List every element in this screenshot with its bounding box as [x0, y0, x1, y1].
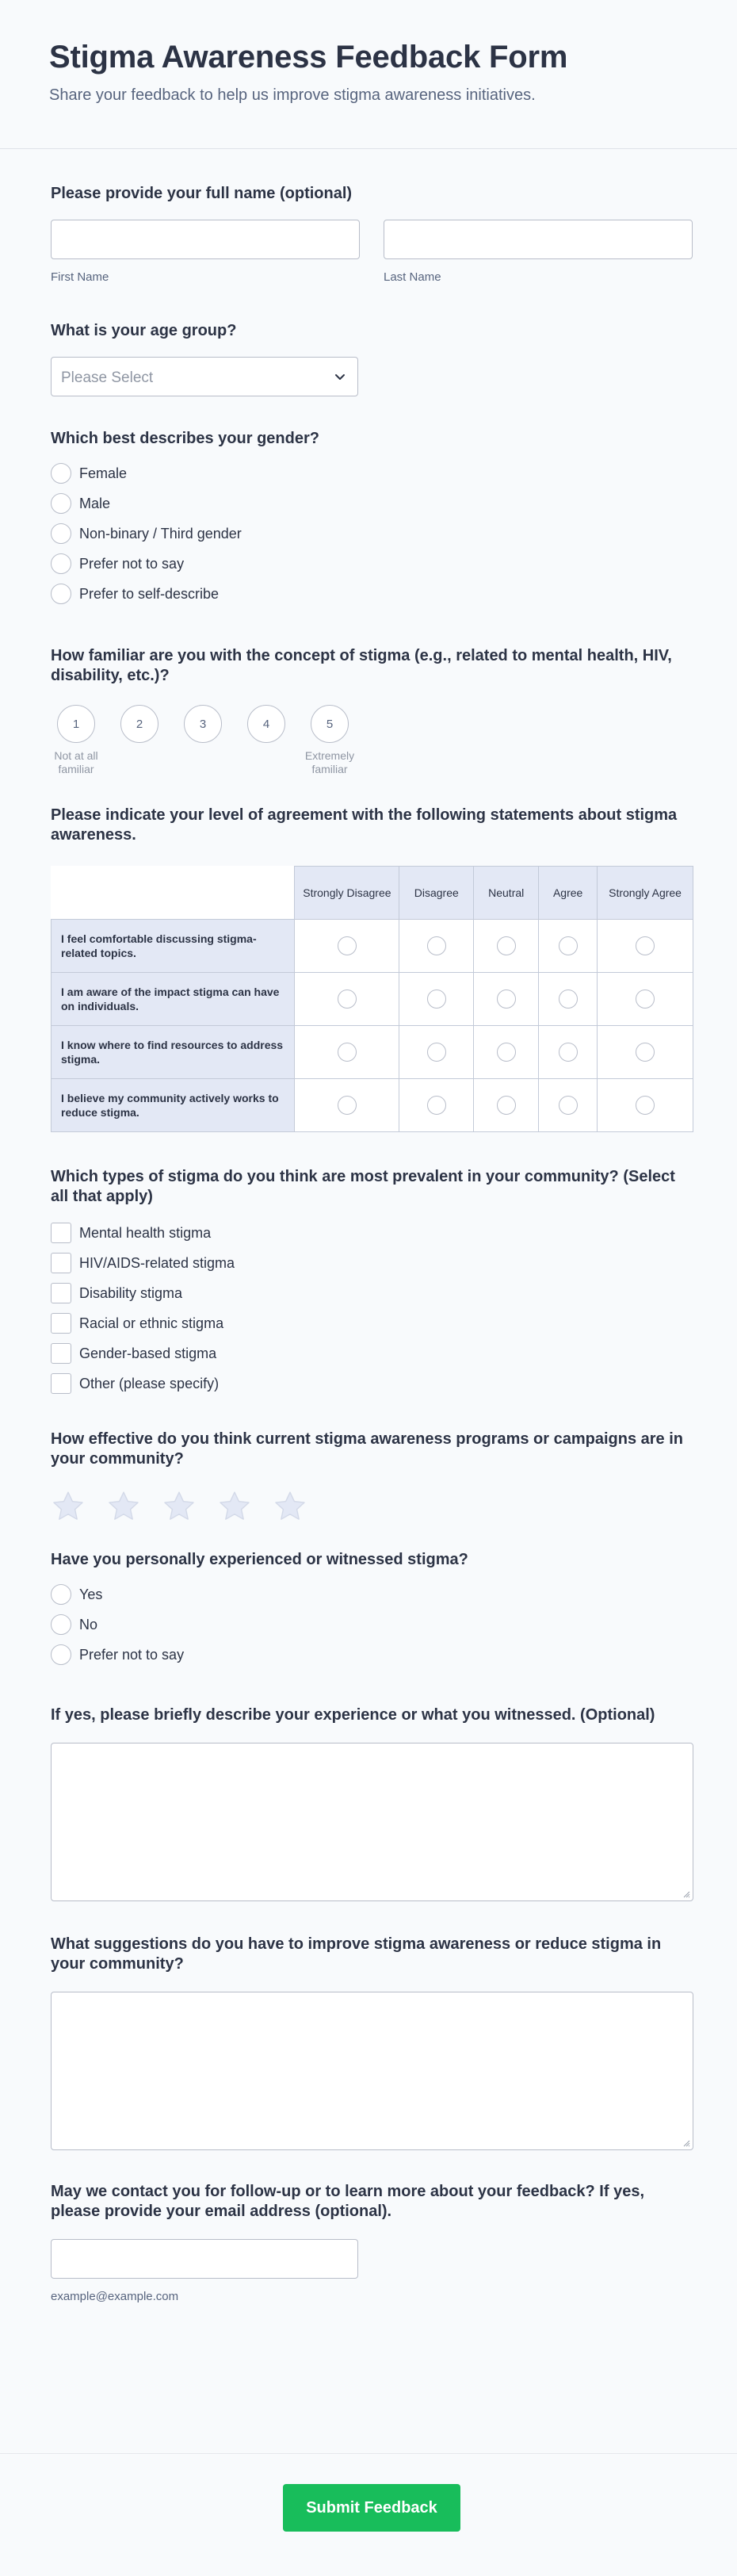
gender-option[interactable]	[51, 549, 693, 579]
radio-button[interactable]	[51, 553, 71, 574]
star-icon[interactable]	[51, 1490, 86, 1523]
first-name-sublabel: First Name	[51, 270, 109, 284]
checkbox[interactable]	[51, 1313, 71, 1334]
matrix-radio[interactable]	[427, 936, 446, 955]
question-label: What is your age group?	[51, 322, 237, 339]
checkbox[interactable]	[51, 1253, 71, 1273]
star-icon[interactable]	[217, 1490, 252, 1523]
full-name-question	[51, 184, 693, 284]
matrix-radio[interactable]	[497, 1043, 516, 1062]
question-label: Please provide your full name (optional)	[51, 185, 353, 202]
scale-option-3[interactable]: 3	[184, 705, 222, 743]
radio-button[interactable]	[51, 1644, 71, 1665]
stigma-type-option[interactable]	[51, 1248, 693, 1278]
matrix-radio[interactable]	[427, 1096, 446, 1115]
matrix-radio[interactable]	[338, 989, 357, 1009]
star-icon[interactable]	[273, 1490, 307, 1523]
matrix-radio[interactable]	[497, 1096, 516, 1115]
resize-grip-icon[interactable]	[682, 2139, 690, 2147]
scale-min-caption: Not at all familiar	[54, 749, 98, 775]
matrix-row	[52, 1026, 693, 1079]
question-label: Which best describes your gender?	[51, 430, 319, 447]
matrix-radio[interactable]	[497, 989, 516, 1009]
checkbox[interactable]	[51, 1373, 71, 1394]
agreement-question	[51, 806, 693, 1132]
matrix-radio[interactable]	[338, 1096, 357, 1115]
describe-question	[51, 1705, 693, 1901]
option-label: Mental health stigma	[79, 1224, 212, 1241]
question-label: Please indicate your level of agreement with the following statements about stigma awareness.	[51, 806, 678, 844]
stigma-type-option[interactable]	[51, 1278, 693, 1308]
experience-option[interactable]	[51, 1640, 693, 1670]
gender-option[interactable]	[51, 519, 693, 549]
matrix-radio[interactable]	[636, 936, 655, 955]
describe-textarea[interactable]	[51, 1743, 693, 1901]
email-question	[51, 2182, 693, 2303]
matrix-corner	[52, 867, 295, 920]
age-group-select[interactable]	[51, 357, 358, 396]
matrix-row	[52, 973, 693, 1026]
resize-grip-icon[interactable]	[682, 1890, 690, 1898]
checkbox[interactable]	[51, 1223, 71, 1243]
agreement-matrix	[51, 866, 693, 1132]
matrix-column-header: Disagree	[399, 867, 474, 920]
last-name-input[interactable]	[384, 220, 693, 259]
stigma-type-option[interactable]	[51, 1308, 693, 1338]
matrix-row	[52, 1079, 693, 1132]
experience-option[interactable]	[51, 1579, 693, 1610]
matrix-column-header: Neutral	[474, 867, 539, 920]
option-label: Racial or ethnic stigma	[79, 1315, 224, 1331]
matrix-radio[interactable]	[427, 1043, 446, 1062]
matrix-column-header: Agree	[539, 867, 598, 920]
question-label: How effective do you think current stigma awareness programs or campaigns are in your community?	[51, 1430, 684, 1468]
scale-option-4[interactable]: 4	[247, 705, 285, 743]
gender-option[interactable]	[51, 458, 693, 488]
matrix-row-label: I feel comfortable discussing stigma-related topics.	[52, 920, 295, 973]
star-rating	[51, 1490, 693, 1523]
stigma-type-option[interactable]	[51, 1368, 693, 1399]
radio-button[interactable]	[51, 493, 71, 514]
familiarity-question	[51, 646, 693, 776]
form-header	[0, 0, 737, 149]
gender-option[interactable]	[51, 579, 693, 609]
gender-question	[51, 429, 693, 609]
matrix-radio[interactable]	[559, 1096, 578, 1115]
first-name-input[interactable]	[51, 220, 360, 259]
matrix-radio[interactable]	[636, 989, 655, 1009]
experience-option[interactable]	[51, 1610, 693, 1640]
suggestions-question	[51, 1935, 693, 2150]
option-label: Prefer not to say	[79, 555, 185, 572]
matrix-row-label: I am aware of the impact stigma can have on individuals.	[52, 973, 295, 1026]
option-label: Prefer to self-describe	[79, 585, 220, 602]
scale-option-1[interactable]: 1	[57, 705, 95, 743]
question-label: How familiar are you with the concept of stigma (e.g., related to mental health, HIV, disability, etc.)?	[51, 647, 672, 684]
matrix-radio[interactable]	[559, 936, 578, 955]
stigma-types-question	[51, 1167, 693, 1399]
scale-item	[108, 705, 171, 776]
radio-button[interactable]	[51, 523, 71, 544]
matrix-radio[interactable]	[497, 936, 516, 955]
question-label: Have you personally experienced or witnessed stigma?	[51, 1551, 468, 1568]
matrix-row-label: I know where to find resources to address stigma.	[52, 1026, 295, 1079]
matrix-radio[interactable]	[338, 1043, 357, 1062]
scale-item	[298, 705, 361, 776]
matrix-radio[interactable]	[338, 936, 357, 955]
option-label: Female	[79, 465, 128, 481]
email-input[interactable]	[51, 2239, 358, 2279]
matrix-radio[interactable]	[559, 1043, 578, 1062]
submit-button[interactable]: Submit Feedback	[283, 2484, 460, 2532]
suggestions-textarea[interactable]	[51, 1992, 693, 2150]
option-label: Yes	[79, 1586, 103, 1602]
matrix-radio[interactable]	[636, 1096, 655, 1115]
question-label: What suggestions do you have to improve stigma awareness or reduce stigma in your community?	[51, 1935, 662, 1973]
age-group-question	[51, 321, 693, 396]
option-label: Other (please specify)	[79, 1375, 220, 1391]
option-label: HIV/AIDS-related stigma	[79, 1254, 235, 1271]
checkbox[interactable]	[51, 1343, 71, 1364]
matrix-column-header: Strongly Agree	[598, 867, 693, 920]
form-subtitle: Share your feedback to help us improve stigma awareness initiatives.	[49, 86, 536, 104]
select-placeholder: Please Select	[61, 369, 154, 386]
stigma-type-option[interactable]	[51, 1218, 693, 1248]
matrix-radio[interactable]	[559, 989, 578, 1009]
familiarity-scale	[44, 705, 693, 776]
option-label: Prefer not to say	[79, 1646, 185, 1663]
effectiveness-question	[51, 1430, 693, 1523]
star-icon[interactable]	[106, 1490, 141, 1523]
matrix-radio[interactable]	[636, 1043, 655, 1062]
scale-item	[44, 705, 108, 776]
question-label: Which types of stigma do you think are most prevalent in your community? (Select all that apply)	[51, 1168, 675, 1205]
last-name-sublabel: Last Name	[384, 270, 441, 284]
matrix-radio[interactable]	[427, 989, 446, 1009]
radio-button[interactable]	[51, 1614, 71, 1635]
option-label: Male	[79, 495, 111, 511]
scale-item	[235, 705, 298, 776]
radio-button[interactable]	[51, 584, 71, 604]
email-sublabel: example@example.com	[51, 2290, 179, 2303]
option-label: Disability stigma	[79, 1284, 183, 1301]
scale-option-5[interactable]: 5	[311, 705, 349, 743]
option-label: Gender-based stigma	[79, 1345, 217, 1361]
form-footer	[0, 2453, 737, 2576]
scale-max-caption: Extremely familiar	[304, 749, 355, 775]
question-label: May we contact you for follow-up or to learn more about your feedback? If yes, please provide your email address (optional).	[51, 2183, 645, 2220]
stigma-type-option[interactable]	[51, 1338, 693, 1368]
radio-button[interactable]	[51, 463, 71, 484]
form-title: Stigma Awareness Feedback Form	[49, 40, 568, 75]
scale-item	[171, 705, 235, 776]
option-label: Non-binary / Third gender	[79, 525, 242, 542]
experience-question	[51, 1550, 693, 1670]
matrix-row	[52, 920, 693, 973]
matrix-row-label: I believe my community actively works to reduce stigma.	[52, 1079, 295, 1132]
radio-button[interactable]	[51, 1584, 71, 1605]
matrix-column-header: Strongly Disagree	[295, 867, 399, 920]
gender-option[interactable]	[51, 488, 693, 519]
option-label: No	[79, 1616, 98, 1632]
scale-option-2[interactable]: 2	[120, 705, 158, 743]
question-label: If yes, please briefly describe your experience or what you witnessed. (Optional)	[51, 1706, 655, 1724]
chevron-down-icon	[334, 370, 346, 383]
star-icon[interactable]	[162, 1490, 197, 1523]
checkbox[interactable]	[51, 1283, 71, 1303]
